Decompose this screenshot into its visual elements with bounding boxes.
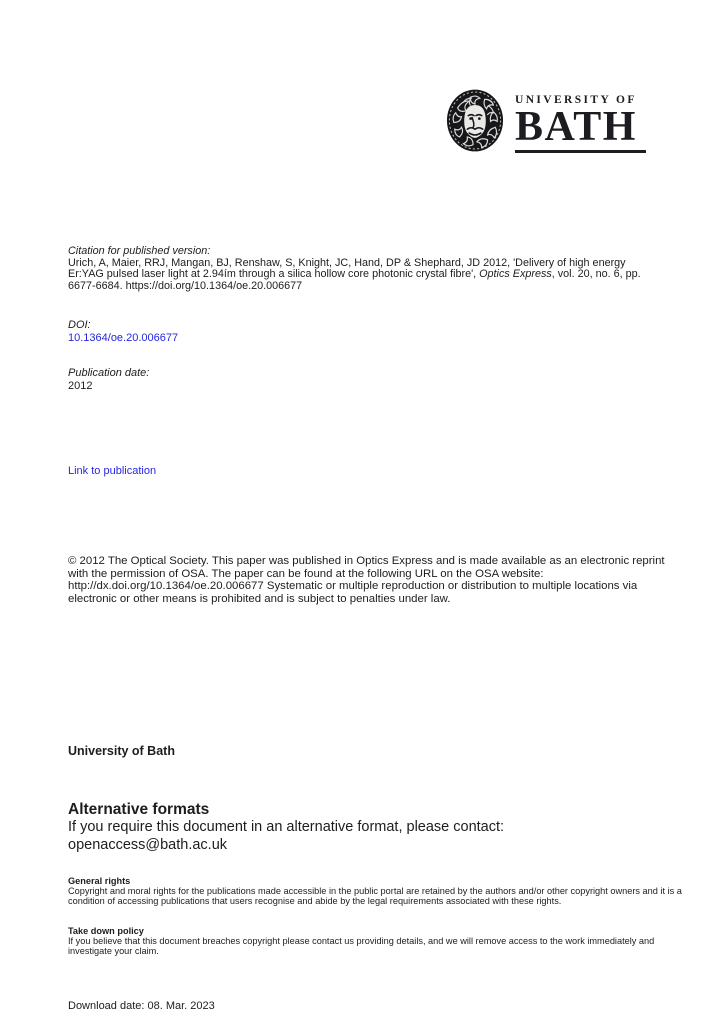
take-down-policy-body: If you believe that this document breaches copyright please contact us providing details, and we will remove access to the work immediately and investigate your claim. — [68, 936, 655, 957]
logo-university-of-text: UNIVERSITY OF — [515, 94, 637, 106]
download-date: Download date: 08. Mar. 2023 — [68, 1000, 215, 1012]
take-down-policy-heading: Take down policy — [68, 926, 144, 936]
general-rights-section — [68, 876, 688, 907]
doi-link[interactable]: 10.1364/oe.20.006677 — [68, 331, 179, 344]
citation-text-end: , vol. 20, no. 6, pp. 6677-6684. https://doi.org/10.1364/oe.20.006677 — [68, 268, 641, 292]
publication-date-value: 2012 — [68, 379, 93, 392]
logo-bath-text: BATH — [515, 104, 637, 150]
citation-block — [68, 246, 662, 292]
copyright-notice: © 2012 The Optical Society. This paper was published in Optics Express and is made available as an electronic reprint with the permission of OSA. The paper can be found at the following URL on the OSA website: http://dx.doi.org/10.1364/oe.20.006677 Systematic or multiple reproduction or distribution to multiple locations via electronic or other means is prohibited and is subject to penalties under law. — [68, 555, 665, 605]
publication-date-label: Publication date: — [68, 367, 150, 379]
citation-text-start: Urich, A, Maier, RRJ, Mangan, BJ, Renshaw, S, Knight, JC, Hand, DP & Shephard, JD 2012, 'Delivery of high energy Er:YAG pulsed laser light at 2.94ím through a silica hollow core photonic crystal fibre', — [68, 256, 626, 281]
logo-underline — [515, 150, 646, 153]
institution-name: University of Bath — [68, 744, 175, 758]
citation-label: Citation for published version: — [68, 245, 211, 257]
link-to-publication[interactable]: Link to publication — [68, 465, 157, 477]
open-access-email: openaccess@bath.ac.uk — [68, 837, 228, 854]
publication-date-block — [68, 367, 149, 392]
bath-emblem-icon — [446, 88, 504, 158]
general-rights-heading: General rights — [68, 876, 131, 886]
citation-text — [68, 258, 662, 293]
general-rights-body: Copyright and moral rights for the publications made accessible in the public portal are retained by the authors and/or other copyright owners and it is a condition of accessing publications that users recognise and abide by the legal requirements associated with these rights. — [68, 886, 682, 907]
alternative-formats-body: If you require this document in an alternative format, please contact: — [68, 819, 505, 835]
logo-wordmark — [515, 88, 646, 153]
university-of-bath-logo — [446, 88, 646, 158]
alternative-formats-section — [68, 801, 668, 854]
take-down-policy-section — [68, 926, 688, 957]
doi-label: DOI: — [68, 319, 91, 331]
doi-block — [68, 319, 178, 344]
alternative-formats-heading: Alternative formats — [68, 801, 210, 818]
citation-journal-name: Optics Express — [479, 268, 552, 281]
